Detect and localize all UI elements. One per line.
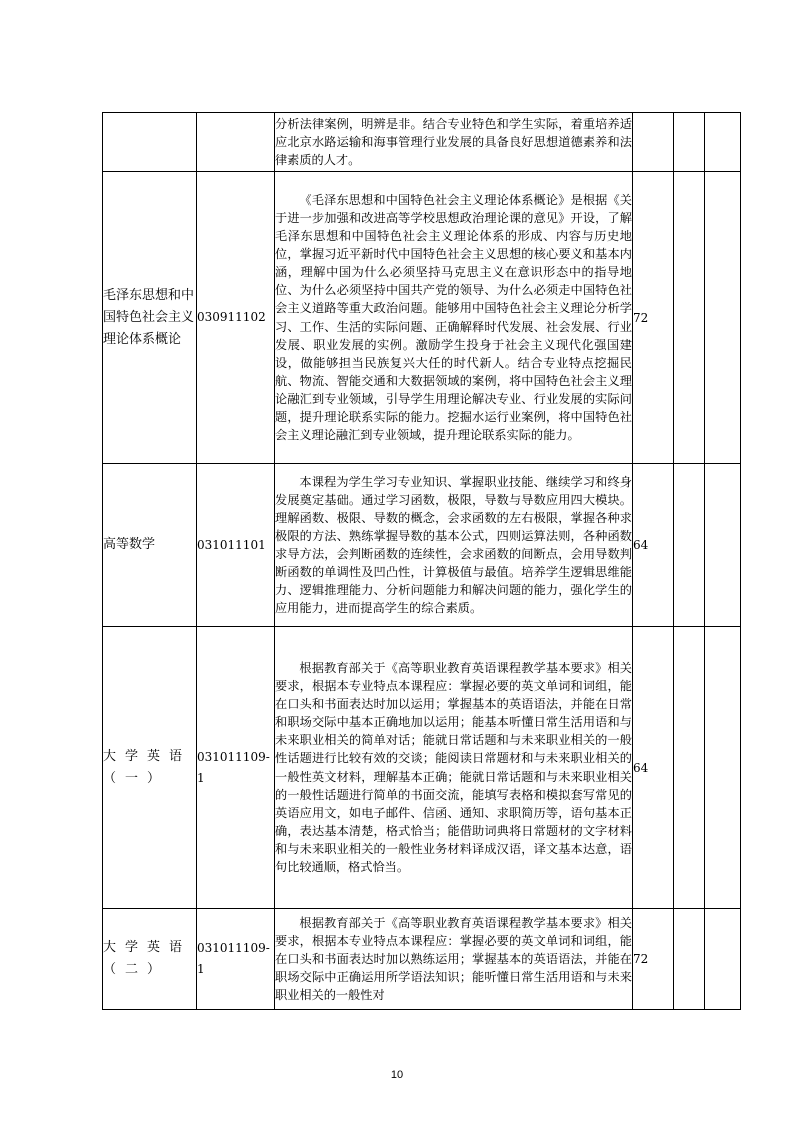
empty-cell [674,172,705,464]
course-description-cell: 根据教育部关于《高等职业教育英语课程教学基本要求》相关要求，根据本专业特点本课程应：掌握必要的英文单词和词组，能在口头和书面表达时加以运用；掌握基本的英语语法，并能在日常和职场交际中基本正确地加以运用；能基本听懂日常生活用语和与未来职业相关的简单对话；能就日常话题和与未来职业相关的一般性话题进行比较有效的交谈；能阅读日常题材和与未来职业相关的一般性英文材料，理解基本正确；能就日常话题和与未来职业相关的一般性话题进行简单的书面交流，能填写表格和模拟套写常见的英语应用文，如电子邮件、信函、通知、求职简历等，语句基本正确，表达基本清楚，格式恰当；能借助词典将日常题材的文字材料和与未来职业相关的一般性业务材料译成汉语，译文基本达意，语句比较通顺，格式恰当。 [275,627,633,909]
course-hours-cell: 72 [633,909,674,1010]
page-number: 10 [390,1069,404,1081]
course-description-cell: 《毛泽东思想和中国特色社会主义理论体系概论》是根据《关于进一步加强和改进高等学校思想政治理论课的意见》开设，了解毛泽东思想和中国特色社会主义理论体系的形成、内容与历史地位，掌握习近平新时代中国特色社会主义思想的核心要义和基本内涵，理解中国为什么必须坚持马克思主义在意识形态中的指导地位、为什么必须坚持中国共产党的领导、为什么必须走中国特色社会主义道路等重大政治问题。能够用中国特色社会主义理论分析学习、工作、生活的实际问题、正确解释时代发展、社会发展、行业发展、职业发展的实例。激励学生投身于社会主义现代化强国建设，做能够担当民族复兴大任的时代新人。结合专业特点挖掘民航、物流、智能交通和大数据领域的案例，将中国特色社会主义理论融汇到专业领域，引导学生用理论解决专业、行业发展的实际问题，提升理论联系实际的能力。挖掘水运行业案例，将中国特色社会主义理论融汇到专业领域，提升理论联系实际的能力。 [275,172,633,464]
empty-cell [705,909,741,1010]
empty-cell [674,909,705,1010]
empty-cell [674,627,705,909]
course-table [102,112,741,1010]
course-name-cell: 毛泽东思想和中国特色社会主义理论体系概论 [103,172,197,464]
empty-cell [705,464,741,627]
course-description-cell: 本课程为学生学习专业知识、掌握职业技能、继续学习和终身发展奠定基础。通过学习函数，极限，导数与导数应用四大模块。理解函数、极限、导数的概念，会求函数的左右极限，掌握各种求极限的方法、熟练掌握导数的基本公式，四则运算法则，各种函数求导方法，会判断函数的连续性，会求函数的间断点，会用导数判断函数的单调性及凹凸性，计算极值与最值。培养学生逻辑思维能力、逻辑推理能力、分析问题能力和解决问题的能力，强化学生的应用能力，进而提高学生的综合素质。 [275,464,633,627]
table-row [103,909,741,1010]
table-row [103,113,741,172]
course-code-cell: 031011101 [197,464,275,627]
course-hours-cell: 64 [633,627,674,909]
course-code-cell [197,113,275,172]
empty-cell [705,627,741,909]
table-row [103,627,741,909]
table-row [103,172,741,464]
empty-cell [705,172,741,464]
course-code-cell: 031011109-1 [197,909,275,1010]
course-code-cell: 031011109-1 [197,627,275,909]
empty-cell [674,464,705,627]
course-description-cell: 分析法律案例，明辨是非。结合专业特色和学生实际，着重培养适应北京水路运输和海事管理行业发展的具备良好思想道德素养和法律素质的人才。 [275,113,633,172]
course-hours-cell [633,113,674,172]
course-name-cell: 大学英语（一） [103,627,197,909]
course-description-cell: 根据教育部关于《高等职业教育英语课程教学基本要求》相关要求，根据本专业特点本课程应：掌握必要的英文单词和词组，能在口头和书面表达时加以熟练运用；掌握基本的英语语法，并能在职场交际中正确运用所学语法知识；能听懂日常生活用语和与未来职业相关的一般性对 [275,909,633,1010]
course-name-cell: 大学英语（二） [103,909,197,1010]
course-hours-cell: 72 [633,172,674,464]
course-name-cell: 高等数学 [103,464,197,627]
empty-cell [674,113,705,172]
table-row [103,464,741,627]
empty-cell [705,113,741,172]
course-name-cell [103,113,197,172]
course-hours-cell: 64 [633,464,674,627]
course-code-cell: 030911102 [197,172,275,464]
